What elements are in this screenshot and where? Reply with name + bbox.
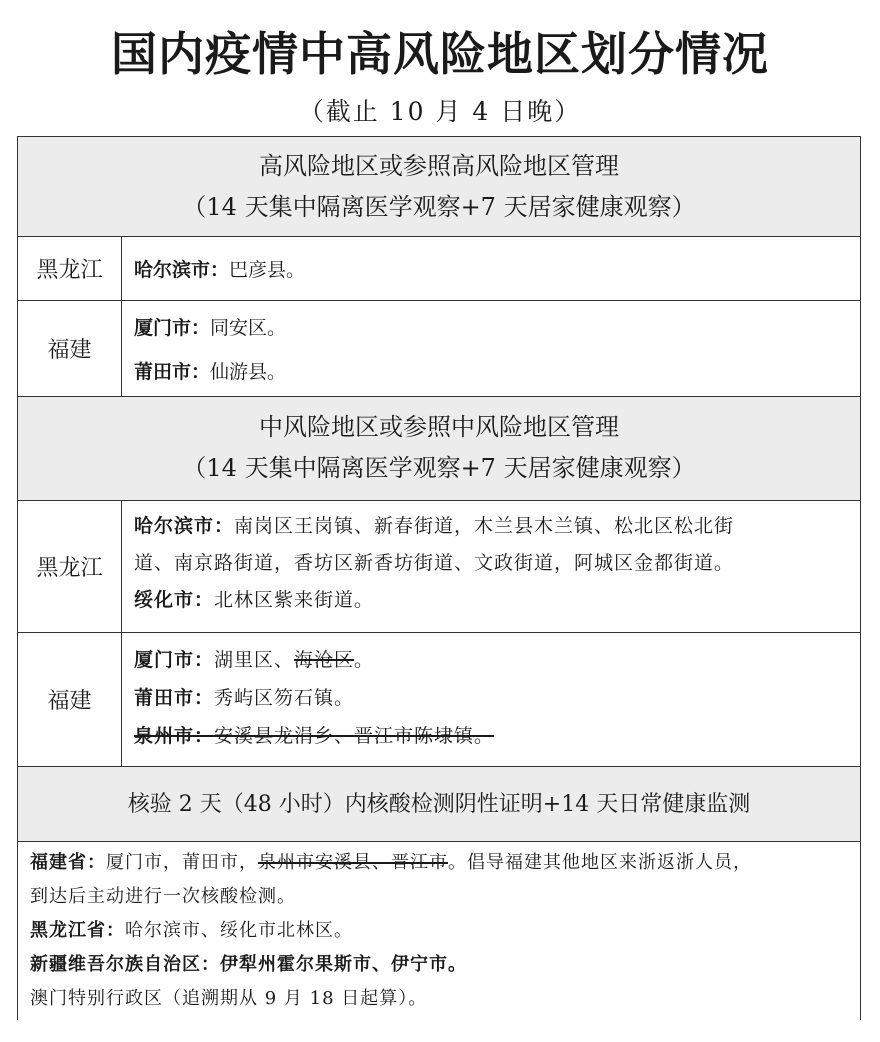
area-line [134, 550, 850, 577]
high-risk-requirement: （14 天集中隔离医学观察+7 天居家健康观察） [182, 193, 696, 221]
page-subtitle: （截止 10 月 4 日晚） [298, 97, 582, 126]
area-line [134, 685, 850, 712]
city-label: 哈尔滨市： [134, 259, 230, 281]
check-header: 核验 2 天（48 小时）内核酸检测阴性证明+14 天日常健康监测 [18, 767, 860, 842]
province-label: 黑龙江 [18, 501, 122, 632]
area-text: 湖里区、 [214, 649, 295, 671]
province-label: 黑龙江省： [30, 920, 125, 941]
check-line-heilongjiang [30, 918, 848, 944]
city-label: 厦门市： [134, 649, 215, 671]
high-risk-row-heilongjiang [18, 237, 860, 301]
province-label: 福建省： [30, 852, 106, 873]
struck-area-text: 海沧区 [294, 649, 355, 671]
mid-risk-row-heilongjiang [18, 501, 860, 633]
province-label: 福建 [18, 633, 122, 766]
check-text: 。倡导福建其他地区来浙返浙人员， [448, 852, 752, 873]
mid-risk-title: 中风险地区或参照中风险地区管理 [259, 413, 619, 441]
high-risk-title: 高风险地区或参照高风险地区管理 [259, 152, 619, 180]
city-label: 绥化市： [134, 589, 215, 611]
struck-check-text: 泉州市安溪县、晋江市 [258, 852, 448, 873]
area-line [134, 359, 850, 385]
city-label: 泉州市： [134, 725, 215, 747]
check-text: 厦门市，莆田市， [106, 852, 258, 873]
area-text: 巴彦县。 [229, 259, 306, 281]
area-line [134, 315, 850, 341]
high-risk-row-fujian [18, 301, 860, 397]
province-label: 黑龙江 [18, 237, 122, 300]
mid-risk-header [18, 397, 860, 501]
check-line-macau: 澳门特别行政区（追溯期从 9 月 18 日起算）。 [30, 988, 428, 1009]
risk-table [17, 136, 861, 1020]
area-cell [122, 301, 860, 396]
area-line [134, 513, 850, 540]
province-label: 新疆维吾尔族自治区： [30, 954, 220, 975]
city-label: 莆田市： [134, 361, 211, 383]
check-line-xinjiang [30, 952, 848, 978]
area-cell [122, 633, 860, 766]
check-line-fujian-cont: 到达后主动进行一次核酸检测。 [30, 886, 296, 907]
check-line-fujian [30, 850, 848, 876]
check-text: 伊犁州霍尔果斯市、伊宁市。 [220, 954, 467, 975]
city-label: 哈尔滨市： [134, 515, 235, 537]
area-line [134, 723, 850, 750]
area-line [134, 647, 850, 674]
check-text: 哈尔滨市、绥化市北林区。 [125, 920, 353, 941]
area-text: 北林区紫来街道。 [214, 589, 375, 611]
page-title: 国内疫情中高风险地区划分情况 [111, 27, 769, 81]
mid-risk-requirement: （14 天集中隔离医学观察+7 天居家健康观察） [182, 454, 696, 482]
area-line [134, 587, 850, 614]
area-text: 秀屿区笏石镇。 [214, 687, 355, 709]
area-text: 道、南京路街道，香坊区新香坊街道、文政街道，阿城区金都街道。 [134, 552, 735, 574]
mid-risk-row-fujian [18, 633, 860, 767]
area-text: 南岗区王岗镇、新春街道，木兰县木兰镇、松北区松北街 [234, 515, 735, 537]
area-text: 同安区。 [210, 317, 287, 339]
area-cell [122, 501, 860, 632]
city-label: 厦门市： [134, 317, 211, 339]
high-risk-header [18, 137, 860, 237]
struck-area-text: 安溪县龙涓乡、晋江市陈埭镇。 [214, 725, 495, 747]
area-text: 仙游县。 [210, 361, 287, 383]
area-cell [122, 237, 860, 300]
city-label: 莆田市： [134, 687, 215, 709]
check-content [18, 842, 860, 1012]
province-label: 福建 [18, 301, 122, 396]
area-text: 。 [354, 649, 375, 671]
